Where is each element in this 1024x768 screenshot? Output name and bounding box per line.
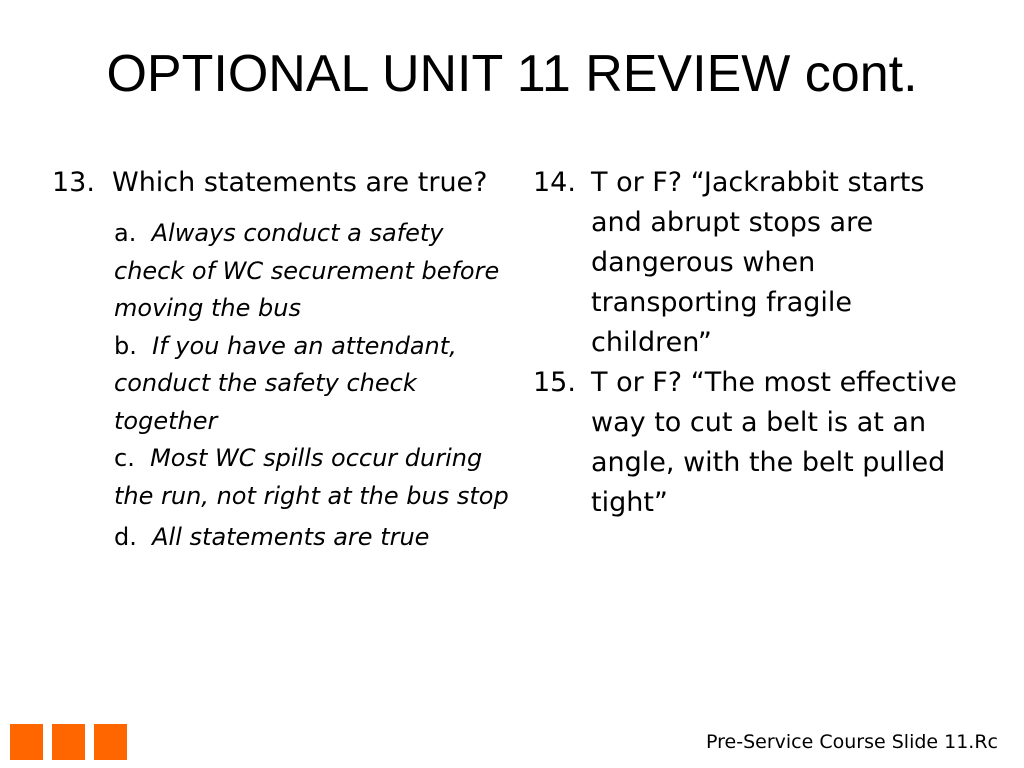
orange-square (52, 724, 85, 760)
left-column (52, 163, 512, 557)
answer-options (114, 215, 512, 557)
right-column (533, 163, 973, 523)
option-letter: b. (114, 331, 137, 360)
orange-square (94, 724, 127, 760)
slide-title: OPTIONAL UNIT 11 REVIEW cont. (106, 45, 918, 103)
question-text: T or F? “Jackrabbit starts and abrupt stops are dangerous when transporting fragile children” (591, 167, 925, 358)
question-number: 15. (533, 367, 576, 398)
question-number: 14. (533, 167, 576, 198)
orange-square (10, 724, 43, 760)
option-a (114, 215, 512, 328)
option-letter: d. (114, 523, 137, 551)
slide-footer: Pre-Service Course Slide 11.Rc (706, 731, 998, 753)
option-b (114, 328, 512, 441)
question-14 (533, 163, 973, 363)
option-text: If you have an attendant, conduct the safety check together (114, 331, 457, 435)
question-text: T or F? “The most effective way to cut a belt is at an angle, with the belt pulled tight” (591, 367, 957, 518)
question-13 (52, 163, 512, 203)
question-15 (533, 363, 973, 523)
question-number: 13. (52, 167, 95, 198)
option-text: Most WC spills occur during the run, not right at the bus stop (114, 444, 509, 510)
option-text: Always conduct a safety check of WC securement before moving the bus (114, 219, 500, 322)
option-letter: a. (114, 219, 137, 247)
option-letter: c. (114, 444, 135, 472)
option-c (114, 440, 512, 515)
option-text: All statements are true (152, 523, 430, 551)
option-d (114, 519, 512, 557)
question-text: Which statements are true? (112, 167, 488, 198)
